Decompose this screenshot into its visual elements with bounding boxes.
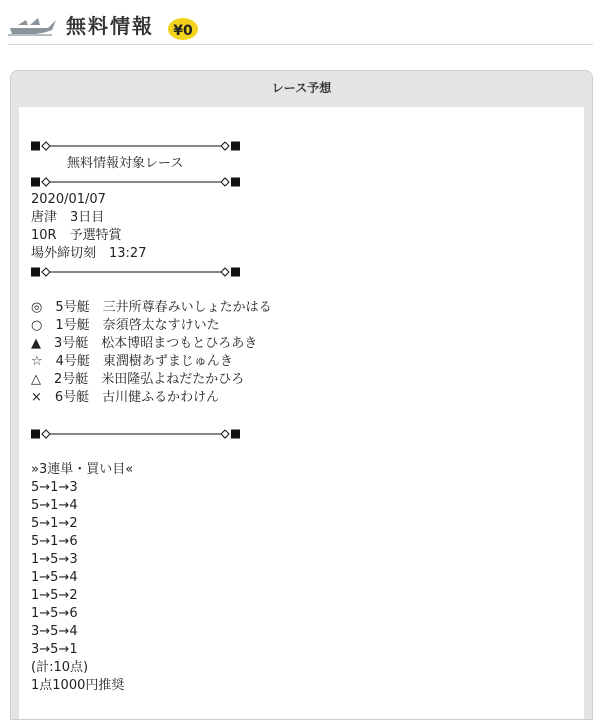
- race-deadline: 場外締切刻 13:27: [31, 246, 147, 261]
- tickets-total: (計:10点): [31, 660, 89, 675]
- panel-body: [19, 107, 584, 719]
- prediction-line: △ 2号艇 米田隆弘よねだたかひろ: [31, 372, 245, 387]
- prediction-line: ☆ 4号艇 東潤樹あずまじゅんき: [31, 354, 233, 369]
- ticket-combo: 1→5→6: [31, 606, 78, 621]
- blank-line: [31, 407, 574, 425]
- ticket-combo: 5→1→2: [31, 516, 78, 531]
- badge-label: ¥0: [173, 23, 193, 39]
- prediction-line: ◎ 5号艇 三井所尊春みいしょたかはる: [31, 300, 272, 315]
- ticket-combo: 3→5→4: [31, 624, 78, 639]
- ticket-combo: 1→5→4: [31, 570, 78, 585]
- ticket-combo: 5→1→3: [31, 480, 78, 495]
- ticket-combo: 1→5→2: [31, 588, 78, 603]
- ticket-combo: 1→5→3: [31, 552, 78, 567]
- prediction-line: ○ 1号艇 奈須啓太なすけいた: [31, 318, 220, 333]
- header-divider: [8, 44, 593, 45]
- tickets-recommend: 1点1000円推奨: [31, 678, 125, 693]
- race-date: 2020/01/07: [31, 192, 106, 207]
- prediction-panel: [10, 70, 593, 720]
- target-race-label: 無料情報対象レース: [67, 156, 184, 171]
- race-name: 10R 予選特賞: [31, 228, 122, 243]
- decorative-divider: [31, 263, 574, 281]
- ticket-combo: 5→1→6: [31, 534, 78, 549]
- decorative-divider: [31, 173, 574, 191]
- ticket-combo: 5→1→4: [31, 498, 78, 513]
- page-title: 無料情報: [66, 14, 154, 38]
- prediction-line: ▲ 3号艇 松本博昭まつもとひろあき: [31, 336, 258, 351]
- free-badge: [166, 15, 200, 41]
- decorative-divider: [31, 137, 574, 155]
- page-header: [0, 0, 601, 48]
- decorative-divider: [31, 425, 574, 443]
- tickets-heading: »3連単・買い目«: [31, 462, 134, 477]
- prediction-line: × 6号艇 古川健ふるかわけん: [31, 390, 220, 405]
- blank-line: [31, 281, 574, 299]
- race-venue: 唐津 3日目: [31, 210, 105, 225]
- ticket-combo: 3→5→1: [31, 642, 78, 657]
- panel-title: レース予想: [271, 81, 332, 95]
- prediction-content: [31, 137, 574, 695]
- boat-icon: [8, 14, 58, 38]
- blank-line: [31, 443, 574, 461]
